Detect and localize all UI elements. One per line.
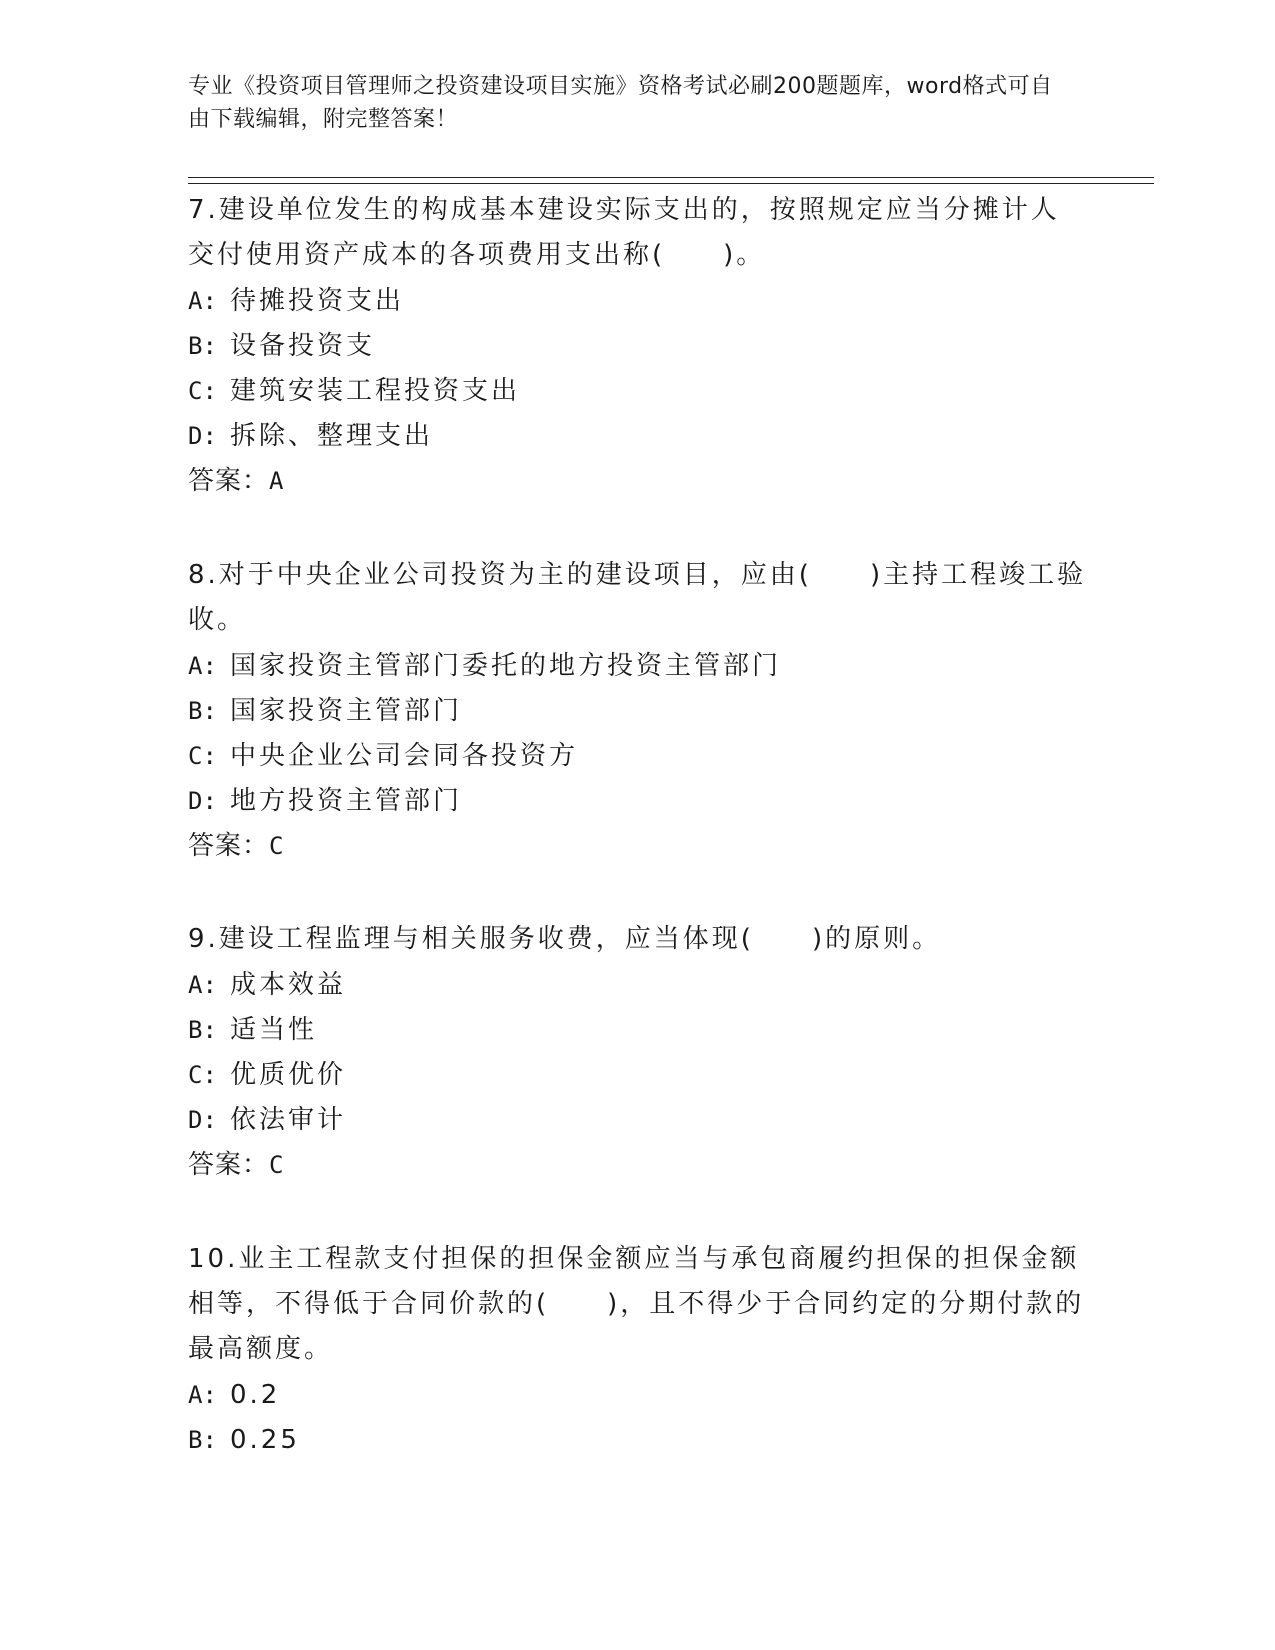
option-text: 中央企业公司会同各投资方 [230,741,579,771]
option-d [188,779,1088,824]
answer-label: 答案： [188,1150,270,1180]
option-c [188,1053,1088,1098]
option-text: 待摊投资支出 [230,286,405,316]
answer-label: 答案： [188,466,270,496]
question-stem: 7.建设单位发生的构成基本建设实际支出的，按照规定应当分摊计人交付使用资产成本的各项费用支出称( )。 [188,195,1060,270]
option-text: 0.2 [230,1380,281,1410]
question-8 [188,553,1088,869]
header-divider-top [188,177,1154,178]
option-text: 依法审计 [230,1105,347,1135]
option-d [188,414,1088,459]
answer-line [188,1143,1088,1188]
question-stem: 9.建设工程监理与相关服务收费，应当体现( )的原则。 [188,924,942,954]
answer-value: A [269,467,285,495]
option-letter: B: [188,332,217,360]
question-stem: 10.业主工程款支付担保的担保金额应当与承包商履约担保的担保金额相等，不得低于合同价款的( )，且不得少于合同约定的分期付款的最高额度。 [188,1244,1085,1364]
option-text: 0.25 [230,1425,300,1455]
question-10 [188,1237,1088,1463]
option-letter: A: [188,652,217,680]
question-stem: 8.对于中央企业公司投资为主的建设项目，应由( )主持工程竣工验收。 [188,560,1087,635]
option-text: 建筑安装工程投资支出 [230,376,521,406]
option-letter: D: [188,787,217,815]
answer-label: 答案： [188,831,270,861]
option-letter: D: [188,1106,217,1134]
option-a [188,963,1088,1008]
option-text: 拆除、整理支出 [230,421,434,451]
option-a [188,644,1088,689]
option-text: 设备投资支 [230,331,376,361]
option-letter: A: [188,1381,217,1409]
option-c [188,369,1088,414]
option-letter: A: [188,971,217,999]
document-intro: 专业《投资项目管理师之投资建设项目实施》资格考试必刷200题题库，word格式可自由下载编辑，附完整答案！ [188,74,1053,132]
option-letter: B: [188,1016,217,1044]
question-7 [188,188,1088,504]
option-b [188,689,1088,734]
answer-line [188,459,1088,504]
option-letter: A: [188,287,217,315]
option-text: 国家投资主管部门 [230,696,463,726]
option-letter: B: [188,697,217,725]
option-b [188,324,1088,369]
option-letter: C: [188,1061,217,1089]
option-letter: C: [188,377,217,405]
option-b [188,1418,1088,1463]
answer-value: C [269,1151,285,1179]
header-divider-bottom [188,183,1154,184]
option-letter: D: [188,422,217,450]
option-a [188,1373,1088,1418]
question-9 [188,917,1088,1188]
answer-line [188,824,1088,869]
option-a [188,279,1088,324]
option-text: 优质优价 [230,1060,347,1090]
answer-value: C [269,832,285,860]
option-text: 地方投资主管部门 [230,786,463,816]
option-text: 国家投资主管部门委托的地方投资主管部门 [230,651,782,681]
option-c [188,734,1088,779]
option-d [188,1098,1088,1143]
option-b [188,1008,1088,1053]
option-letter: B: [188,1426,217,1454]
option-letter: C: [188,742,217,770]
option-text: 适当性 [230,1015,318,1045]
option-text: 成本效益 [230,970,347,1000]
